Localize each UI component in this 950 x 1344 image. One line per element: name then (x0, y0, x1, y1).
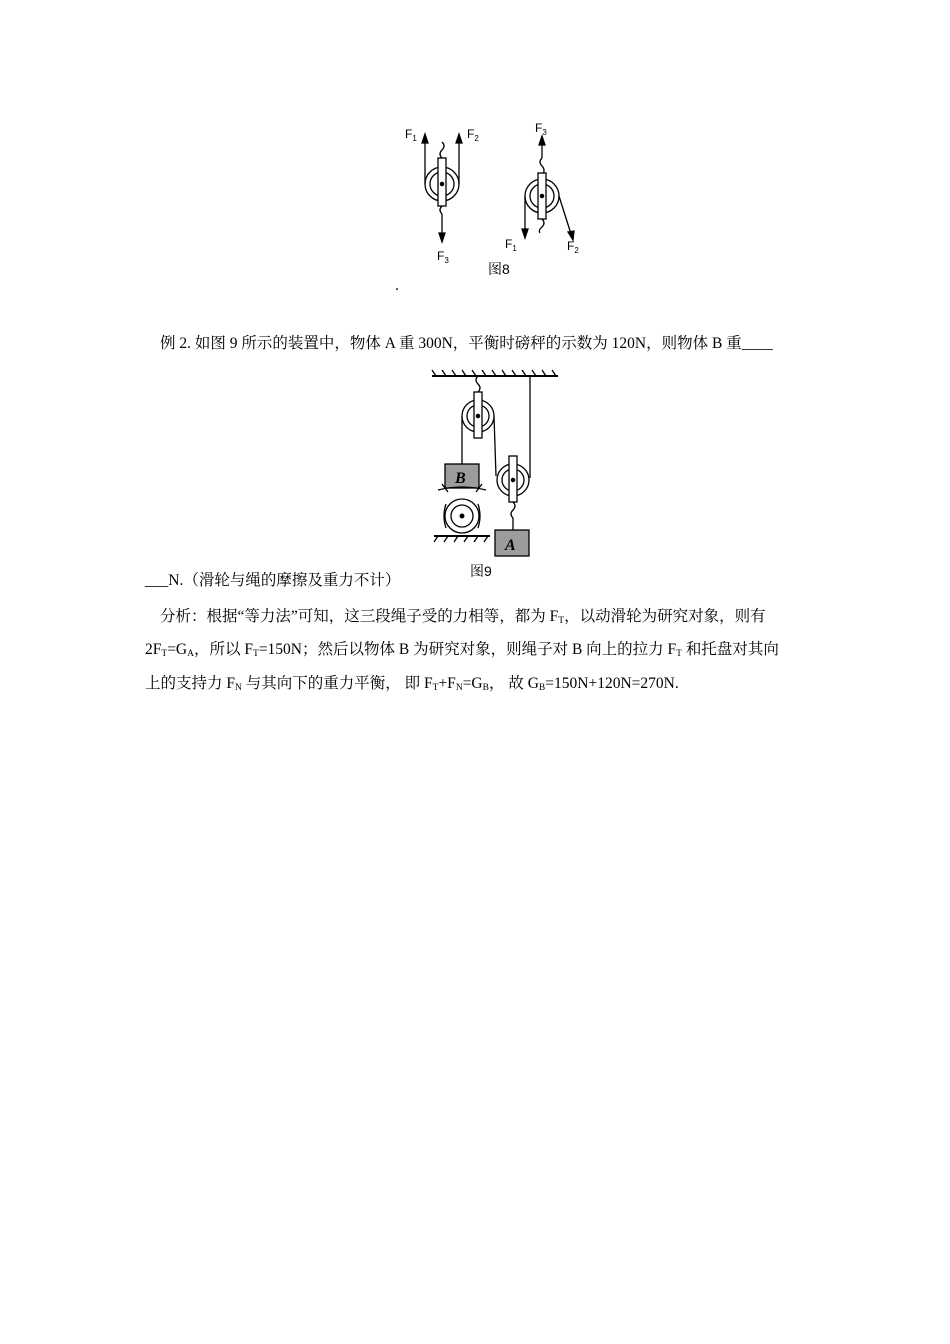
analysis-text: =150N+120N=270N. (545, 675, 679, 692)
fig8-right-arrow-f3 (539, 136, 545, 145)
analysis-text: 与其向下的重力平衡， 即 F (241, 675, 433, 692)
analysis-line-3 (145, 674, 807, 694)
fig8-left-arrow-f1 (422, 134, 428, 143)
fig9-movable-hook (511, 502, 515, 530)
fig8-left-axle (440, 182, 443, 185)
subscript: A (187, 649, 194, 659)
fig8-label-f1-right: $F_1$ (505, 237, 517, 253)
fig8-right-rope-2 (559, 196, 571, 234)
analysis-text: 和托盘对其向 (681, 641, 779, 658)
analysis-line-2 (145, 640, 807, 660)
subscript: N (235, 683, 242, 693)
fig9-fixed-axle (476, 414, 479, 417)
fig8-label-f2: $F_2$ (467, 127, 479, 143)
fig9-label-a: A (505, 537, 516, 554)
analysis-text: +F (438, 675, 456, 692)
fig8-right-axle (540, 194, 543, 197)
fig8-label-f2-right: $F_2$ (567, 239, 579, 255)
subscript: T (432, 683, 439, 693)
figure-8 (395, 118, 595, 288)
analysis-text: =G (167, 641, 188, 658)
analysis-line-1 (160, 607, 822, 627)
example-line-1: 例 2. 如图 9 所示的装置中，物体 A 重 300N，平衡时磅秤的示数为 120N，则物体 B 重____ (160, 335, 773, 352)
subscript: N (455, 683, 463, 693)
figure-8-drawing (395, 118, 595, 288)
analysis-text: ，所以 F (194, 641, 253, 658)
fig9-fixed-hook (476, 376, 480, 392)
fig8-left-arrow-f2 (456, 134, 462, 143)
fig9-label-b: B (455, 470, 466, 487)
figure-9-drawing (428, 366, 568, 584)
fig8-caption: 图8 (488, 261, 510, 277)
subscript: T (161, 649, 168, 659)
fig8-label-f3-bottom: $F_3$ (437, 249, 449, 265)
analysis-text: =150N；然后以物体 B 为研究对象，则绳子对 B 向上的拉力 F (258, 641, 677, 658)
figure-9 (428, 366, 568, 584)
subscript: T (253, 649, 259, 659)
fig8-left-arrow-f3 (439, 233, 445, 242)
analysis-text: =G (462, 675, 483, 692)
fig8-right-arrow-f1 (522, 229, 528, 238)
fig8-right-bottom-hook (539, 219, 544, 233)
subscript: B (482, 683, 489, 693)
stray-dot: . (395, 277, 399, 294)
subscript: B (538, 683, 546, 693)
fig9-movable-axle (511, 478, 514, 481)
analysis-text: ， 故 G (488, 675, 539, 692)
fig9-rope-middle (494, 416, 496, 476)
fig8-left-top-hook (440, 142, 444, 158)
analysis-text: 2F (145, 641, 162, 658)
analysis-text: 分析：根据“等力法”可知，这三段绳子受的力相等，都为 F (160, 608, 559, 625)
fig8-label-f3-top: $F_3$ (535, 121, 547, 137)
fig8-left-bottom-hook (440, 206, 442, 214)
analysis-text: ，以动滑轮为研究对象，则有 (564, 608, 766, 625)
fig9-caption: 图9 (470, 563, 492, 579)
subscript: T (676, 649, 682, 659)
example-line-2: ___N.（滑轮与绳的摩擦及重力不计） (145, 572, 401, 589)
fig9-scale-center (460, 514, 464, 518)
subscript: T (558, 616, 565, 626)
fig8-label-f1: $F_1$ (405, 127, 417, 143)
analysis-text: 上的支持力 F (145, 675, 235, 692)
